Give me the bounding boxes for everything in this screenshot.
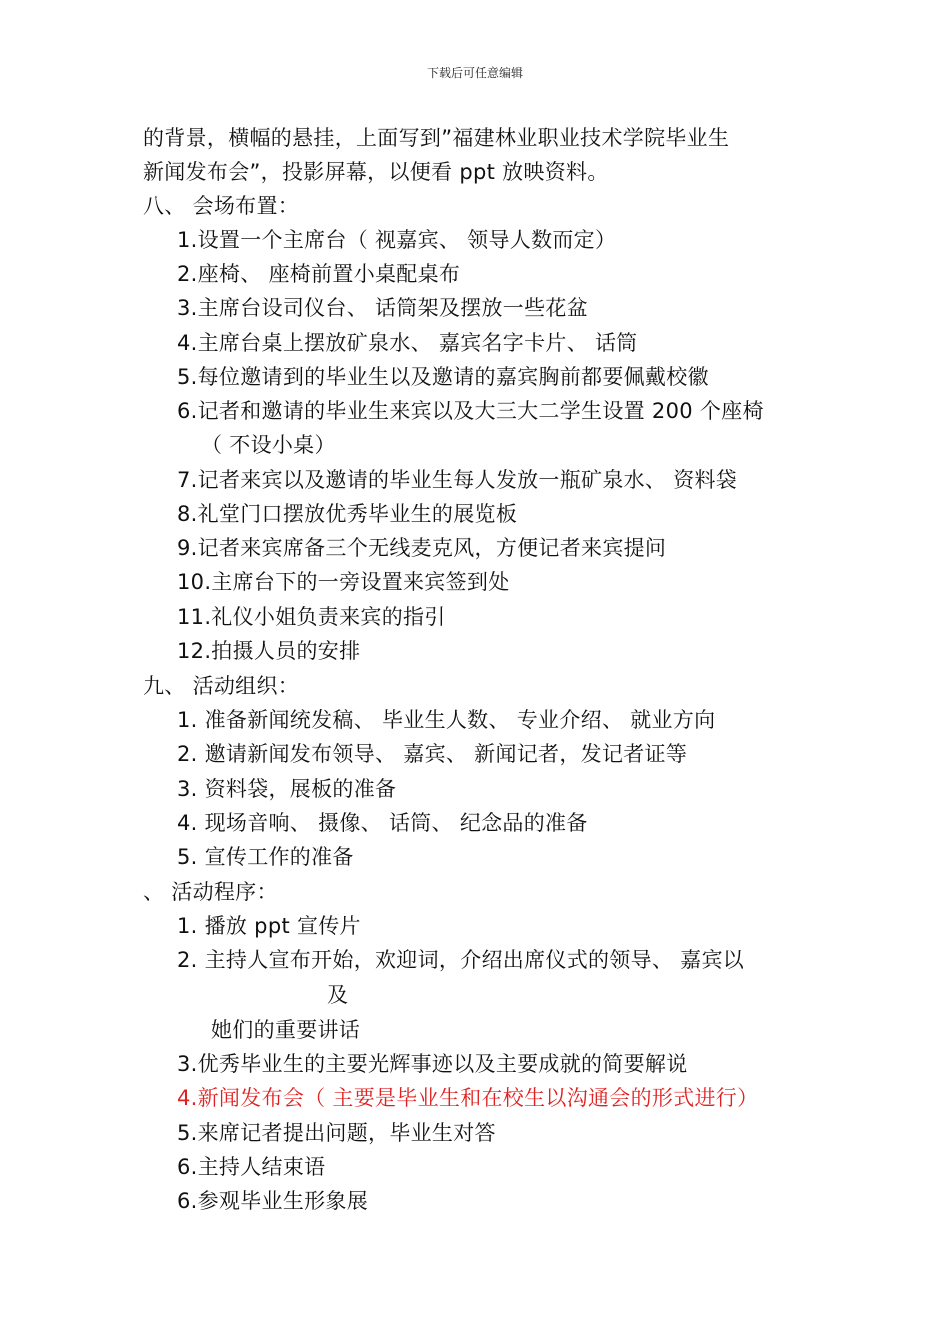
list-item-continuation: 及 — [327, 983, 349, 1007]
list-item-continuation: （ 不设小桌） — [201, 433, 336, 457]
list-item: 5.来席记者提出问题，毕业生对答 — [177, 1121, 496, 1145]
list-item: 6.参观毕业生形象展 — [177, 1189, 369, 1213]
list-item: 2. 邀请新闻发布领导、 嘉宾、 新闻记者，发记者证等 — [177, 742, 688, 766]
list-item: 11.礼仪小姐负责来宾的指引 — [177, 605, 446, 629]
page-header: 下载后可任意编辑 — [426, 66, 523, 80]
list-item-continuation: 她们的重要讲话 — [211, 1018, 361, 1042]
section-heading-organization: 九、 活动组织： — [143, 674, 300, 698]
list-item: 6.记者和邀请的毕业生来宾以及大三大二学生设置 200 个座椅 — [177, 399, 764, 423]
list-item: 3.主席台设司仪台、 话筒架及摆放一些花盆 — [177, 296, 589, 320]
list-item: 9.记者来宾席备三个无线麦克风，方便记者来宾提问 — [177, 536, 667, 560]
section-heading-program: 、 活动程序： — [143, 880, 278, 904]
intro-line-1: 的背景，横幅的悬挂，上面写到”福建林业职业技术学院毕业生 — [143, 126, 730, 150]
list-item: 1. 准备新闻统发稿、 毕业生人数、 专业介绍、 就业方向 — [177, 708, 716, 732]
list-item: 1. 播放 ppt 宣传片 — [177, 914, 361, 938]
list-item: 1.设置一个主席台（ 视嘉宾、 领导人数而定） — [177, 228, 617, 252]
list-item: 5. 宣传工作的准备 — [177, 845, 354, 869]
list-item: 3. 资料袋，展板的准备 — [177, 777, 397, 801]
list-item: 4. 现场音响、 摄像、 话筒、 纪念品的准备 — [177, 811, 588, 835]
list-item: 8.礼堂门口摆放优秀毕业生的展览板 — [177, 502, 518, 526]
list-item: 2. 主持人宣布开始，欢迎词，介绍出席仪式的领导、 嘉宾以 — [177, 948, 745, 972]
list-item-highlighted: 4.新闻发布会（ 主要是毕业生和在校生以沟通会的形式进行） — [177, 1086, 759, 1110]
list-item: 5.每位邀请到的毕业生以及邀请的嘉宾胸前都要佩戴校徽 — [177, 365, 709, 389]
list-item: 2.座椅、 座椅前置小桌配桌布 — [177, 262, 461, 286]
list-item: 6.主持人结束语 — [177, 1155, 326, 1179]
list-item: 4.主席台桌上摆放矿泉水、 嘉宾名字卡片、 话筒 — [177, 331, 638, 355]
list-item: 12.拍摄人员的安排 — [177, 639, 361, 663]
section-heading-venue: 八、 会场布置： — [143, 194, 300, 218]
list-item: 10.主席台下的一旁设置来宾签到处 — [177, 570, 510, 594]
list-item: 3.优秀毕业生的主要光辉事迹以及主要成就的简要解说 — [177, 1052, 688, 1076]
intro-line-2: 新闻发布会”，投影屏幕，以便看 ppt 放映资料。 — [143, 160, 609, 184]
list-item: 7.记者来宾以及邀请的毕业生每人发放一瓶矿泉水、 资料袋 — [177, 468, 738, 492]
